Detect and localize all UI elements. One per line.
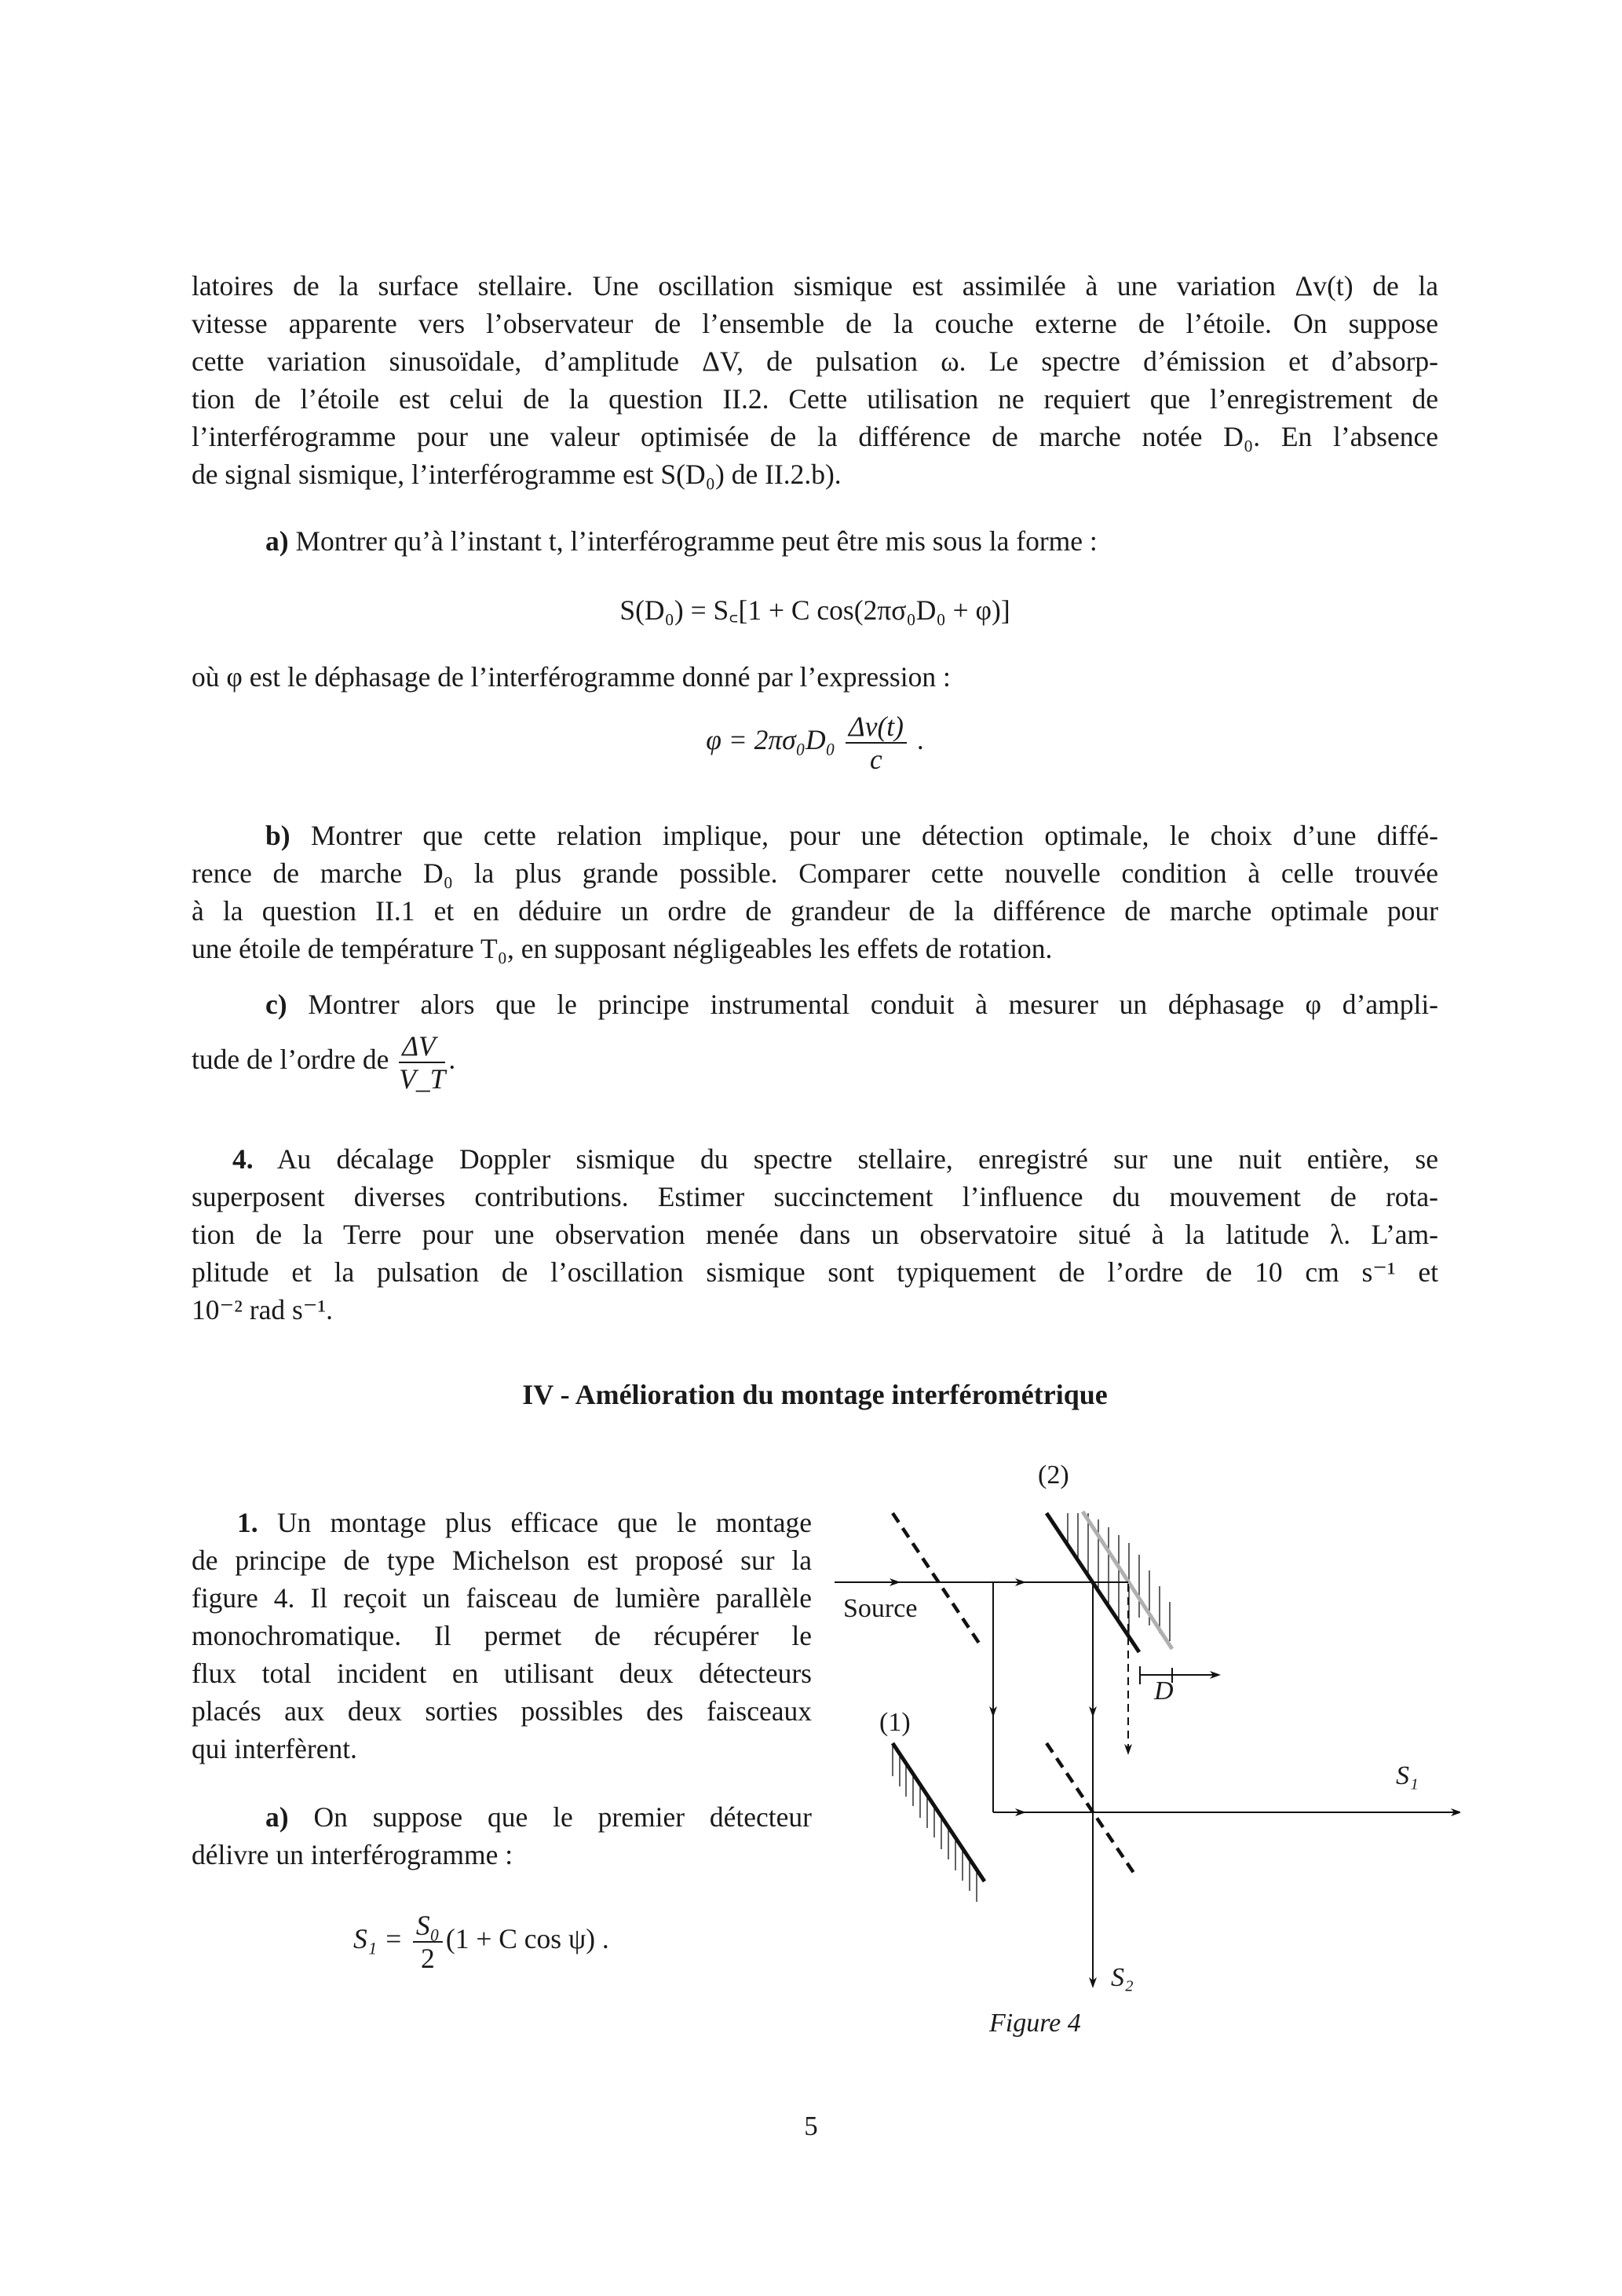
fraction-denominator: V_T	[399, 1062, 446, 1095]
part4-q1-line	[192, 1504, 812, 1541]
equation-s1-lhs: S₁ =	[353, 1923, 403, 1955]
part4-q1-line: flux total incident en utilisant deux détecteurs	[192, 1658, 812, 1689]
question-label: 4.	[232, 1143, 254, 1175]
output-s1-label: S₁	[1396, 1761, 1419, 1790]
fraction-numerator: Δv(t)	[846, 711, 907, 744]
displacement-label: D	[1154, 1676, 1174, 1706]
section-heading: IV - Amélioration du montage interférométrique	[522, 1379, 1108, 1410]
beam-splitter-2	[1047, 1743, 1137, 1877]
fraction-denominator: c	[870, 744, 882, 775]
question-4-line: tion de la Terre pour une observation menée dans un observatoire situé à la latitude λ. L’am-	[192, 1219, 1438, 1250]
punctuation: .	[448, 1044, 456, 1075]
light-beams	[835, 1582, 1456, 1983]
question-text: Montrer qu’à l’instant t, l’interférogramme peut être mis sous la forme :	[295, 525, 1098, 557]
mirror-1-hatching	[893, 1745, 977, 1902]
question-text: On suppose que le premier détecteur	[313, 1801, 813, 1833]
question-4-line: plitude et la pulsation de l’oscillation sismique sont typiquement de l’ordre de 10 cm s⁻¹ et	[192, 1256, 1438, 1288]
question-3b	[192, 817, 1438, 967]
fraction-denominator: 2	[420, 1943, 435, 1974]
question-3b-line: rence de marche D₀ la plus grande possible. Comparer cette nouvelle condition à celle trouvée	[192, 857, 1438, 889]
mirror-1	[893, 1743, 985, 1881]
equation-s-d0: S(D₀) = S꜀[1 + C cos(2πσ₀D₀ + φ)]	[619, 594, 1010, 626]
question-label: c)	[265, 989, 287, 1020]
question-4-line	[192, 1140, 1438, 1178]
source-label: Source	[843, 1594, 918, 1623]
mirror-2-label: (2)	[1038, 1461, 1069, 1490]
question-3a-line	[192, 522, 1438, 560]
intro-line: vitesse apparente vers l’observateur de l’ensemble de la couche externe de l’étoile. On suppose	[192, 308, 1438, 339]
phase-definition-text	[192, 658, 1438, 696]
part4-question-1a	[192, 1798, 812, 1874]
equation-end: .	[916, 724, 924, 756]
question-text: Montrer alors que le principe instrumental conduit à mesurer un déphasage φ d’ampli-	[308, 989, 1439, 1020]
question-3c-line	[192, 1023, 1438, 1095]
question-label: b)	[265, 820, 290, 851]
question-3b-line: une étoile de température T₀, en supposant négligeables les effets de rotation.	[192, 933, 1053, 964]
fraction-numerator: ΔV	[399, 1030, 445, 1063]
displacement-indicator	[1140, 1666, 1215, 1684]
fraction-numerator: S₀	[413, 1910, 443, 1943]
output-s2-label: S₂	[1111, 1963, 1134, 1992]
equation-phi	[192, 711, 1438, 775]
interferometer-diagram	[832, 1445, 1460, 2073]
beam-splitter-1	[893, 1513, 981, 1647]
part4-q1-line: monochromatique. Il permet de récupérer le	[192, 1620, 812, 1651]
equation-s1	[353, 1910, 609, 1974]
question-3b-line: à la question II.1 et en déduire un ordre de grandeur de la différence de marche optimale pour	[192, 895, 1438, 927]
phase-definition-line: où φ est le déphasage de l’interférogramme donné par l’expression :	[192, 661, 951, 693]
question-text: tude de l’ordre de	[192, 1044, 389, 1075]
intro-line: cette variation sinusoïdale, d’amplitude ΔV, de pulsation ω. Le spectre d’émission et d’absorp-	[192, 345, 1438, 377]
part4-question-1	[192, 1504, 812, 1768]
equation-s1-rhs: (1 + C cos ψ) .	[445, 1923, 609, 1955]
intro-line: tion de l’étoile est celui de la question II.2. Cette utilisation ne requiert que l’enregistrement de	[192, 383, 1438, 415]
question-3c	[192, 985, 1438, 1095]
intro-paragraph	[192, 267, 1438, 493]
question-4	[192, 1140, 1438, 1329]
mirror-1-label: (1)	[879, 1708, 911, 1737]
question-label: a)	[265, 1801, 289, 1833]
fraction	[413, 1910, 443, 1974]
question-3a	[192, 522, 1438, 560]
question-text: Au décalage Doppler sismique du spectre stellaire, enregistré sur une nuit entière, se	[276, 1143, 1439, 1175]
question-3b-line	[192, 817, 1438, 854]
page-number: 5	[804, 2111, 818, 2141]
question-text: Un montage plus efficace que le montage	[276, 1507, 812, 1538]
equation-phi-lhs: φ = 2πσ₀D₀	[706, 724, 835, 756]
part4-q1a-line	[192, 1798, 812, 1836]
question-text: Montrer que cette relation implique, pour une détection optimale, le choix d’une diffé-	[310, 820, 1438, 851]
figure-4-interferometer	[832, 1445, 1460, 2073]
question-3c-line	[192, 985, 1438, 1023]
figure-caption: Figure 4	[989, 2009, 1081, 2038]
fraction	[846, 711, 907, 775]
question-4-line: 10⁻² rad s⁻¹.	[192, 1294, 334, 1325]
question-label: 1.	[237, 1507, 258, 1538]
part4-q1-line: de principe de type Michelson est proposé sur la	[192, 1545, 812, 1576]
intro-line: l’interférogramme pour une valeur optimisée de la différence de marche notée D₀. En l’absence	[192, 421, 1438, 452]
question-label: a)	[265, 525, 289, 557]
intro-line: de signal sismique, l’interférogramme est S(D₀) de II.2.b).	[192, 459, 842, 490]
part4-q1-line: placés aux deux sorties possibles des faisceaux	[192, 1695, 812, 1727]
fraction	[399, 1030, 445, 1095]
part4-q1a-line: délivre un interférogramme :	[192, 1839, 513, 1870]
part4-q1-line: figure 4. Il reçoit un faisceau de lumière parallèle	[192, 1582, 812, 1614]
part4-q1-line: qui interfèrent.	[192, 1733, 357, 1764]
question-4-line: superposent diverses contributions. Estimer succinctement l’influence du mouvement de rota-	[192, 1181, 1438, 1212]
intro-line: latoires de la surface stellaire. Une oscillation sismique est assimilée à une variation Δv(t) de la	[192, 270, 1438, 302]
